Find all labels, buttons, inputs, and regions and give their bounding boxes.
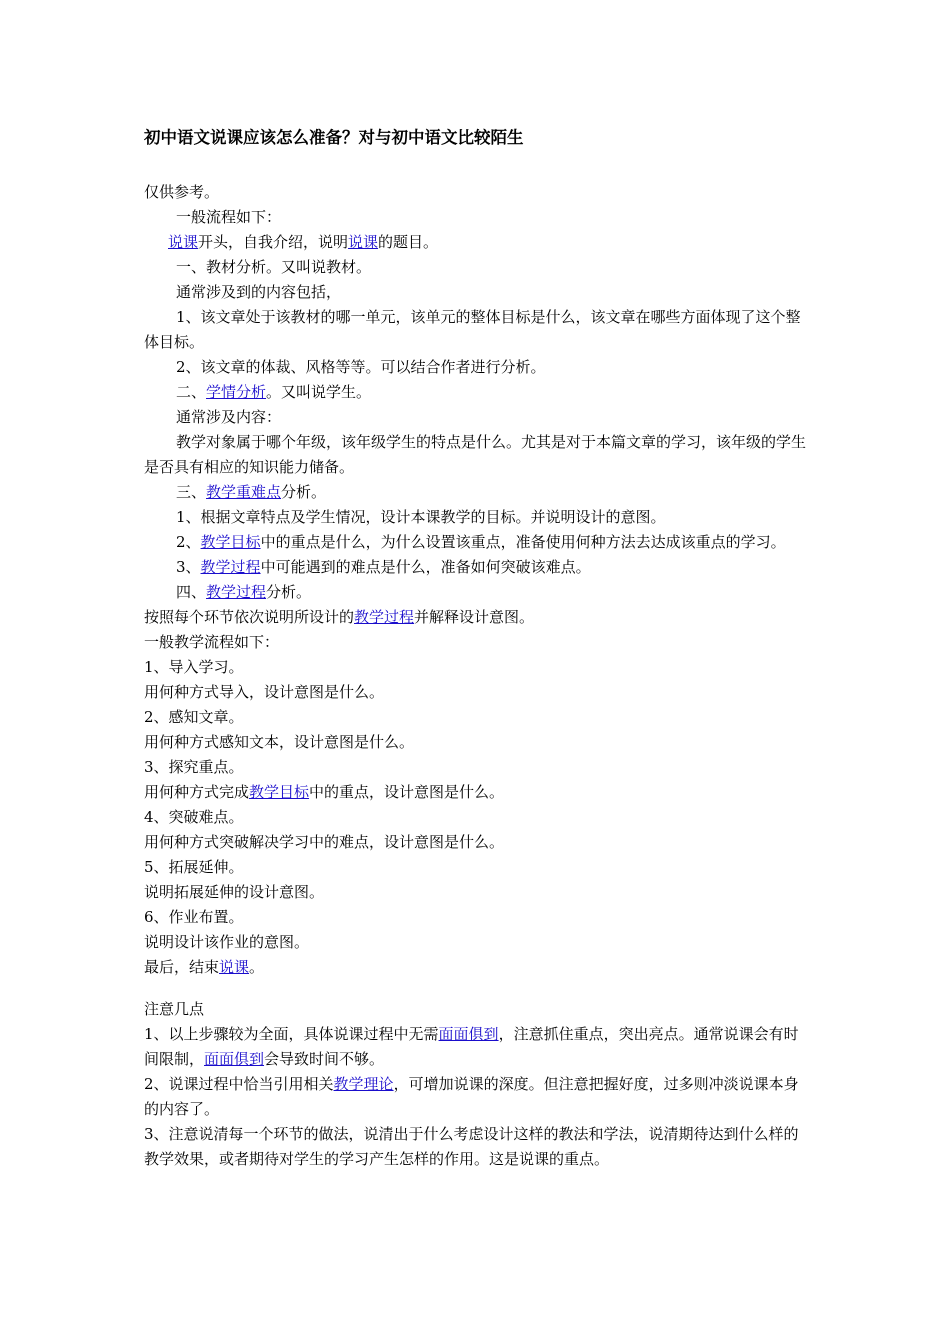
keyword-link[interactable]: 教学目标 [249, 783, 310, 801]
paragraph-text: 最后，结束 [144, 958, 220, 976]
keyword-link[interactable]: 教学过程 [200, 558, 261, 576]
keyword-link[interactable]: 面面俱到 [438, 1025, 499, 1043]
paragraph-text: 3、探究重点。 [144, 758, 244, 776]
paragraph-text: 3、 [176, 558, 201, 576]
keyword-link[interactable]: 教学过程 [206, 583, 267, 601]
paragraph-text: 按照每个环节依次说明所设计的 [144, 608, 355, 626]
paragraph-text: 会导致时间不够。 [264, 1050, 385, 1068]
paragraph-text: 一般流程如下： [176, 208, 282, 226]
paragraph [144, 730, 810, 755]
keyword-link[interactable]: 教学过程 [354, 608, 415, 626]
paragraph-text: 中可能遇到的难点是什么，准备如何突破该难点。 [260, 558, 591, 576]
paragraph [144, 555, 810, 580]
document-body [144, 180, 810, 1172]
paragraph-text: 通常涉及到的内容包括， [176, 283, 342, 301]
paragraph-text: 分析。 [281, 483, 327, 501]
paragraph-text: 说明设计该作业的意图。 [144, 933, 310, 951]
paragraph [144, 255, 810, 280]
paragraph-text: 2、说课过程中恰当引用相关 [144, 1075, 334, 1093]
paragraph [144, 630, 810, 655]
paragraph-text: 二、 [176, 383, 207, 401]
paragraph-text: 用何种方式导入，设计意图是什么。 [144, 683, 385, 701]
paragraph [144, 1022, 810, 1072]
paragraph-text: 2、该文章的体裁、风格等等。可以结合作者进行分析。 [176, 358, 546, 376]
paragraph-text: 仅供参考。 [144, 183, 220, 201]
paragraph-text: 。又叫说学生。 [266, 383, 372, 401]
paragraph [144, 355, 810, 380]
paragraph [144, 230, 810, 255]
paragraph [144, 930, 810, 955]
paragraph-text: 2、感知文章。 [144, 708, 244, 726]
paragraph [144, 905, 810, 930]
paragraph-text: 四、 [176, 583, 207, 601]
paragraph-text: 1、以上步骤较为全面，具体说课过程中无需 [144, 1025, 439, 1043]
document-title: 初中语文说课应该怎么准备？对与初中语文比较陌生 [144, 128, 524, 147]
keyword-link[interactable]: 教学目标 [200, 533, 261, 551]
paragraph [144, 680, 810, 705]
paragraph [144, 480, 810, 505]
paragraph-text: 3、注意说清每一个环节的做法，说清出于什么考虑设计这样的教法和学法，说清期待达到什么样的教学效果，或者期待对学生的学习产生怎样的作用。这是说课的重点。 [144, 1125, 799, 1168]
paragraph [144, 280, 810, 305]
paragraph-text: 。 [249, 958, 265, 976]
paragraph-text: ，可增加说课的深度。但注意把握好度，过多则冲淡说课本身的内容了。 [144, 1075, 799, 1118]
keyword-link[interactable]: 说课 [348, 233, 379, 251]
paragraph-text: ，注意抓住重点，突出亮点。通常说课会有时间限制， [144, 1025, 799, 1068]
paragraph-text: 6、作业布置。 [144, 908, 244, 926]
paragraph [144, 755, 810, 780]
paragraph [144, 205, 810, 230]
paragraph-text: 并解释设计意图。 [414, 608, 535, 626]
paragraph [144, 1122, 810, 1172]
paragraph-text: 分析。 [266, 583, 312, 601]
paragraph-text: 注意几点 [144, 1000, 205, 1018]
keyword-link[interactable]: 学情分析 [206, 383, 267, 401]
paragraph [144, 855, 810, 880]
keyword-link[interactable]: 说课 [219, 958, 250, 976]
paragraph-text: 一般教学流程如下： [144, 633, 280, 651]
document-page [144, 126, 810, 1172]
paragraph-text: 三、 [176, 483, 207, 501]
paragraph [144, 530, 810, 555]
paragraph-text: 一、教材分析。又叫说教材。 [176, 258, 372, 276]
keyword-link[interactable]: 说课 [168, 233, 199, 251]
paragraph-text: 1、导入学习。 [144, 658, 244, 676]
paragraph [144, 955, 810, 980]
keyword-link[interactable]: 面面俱到 [204, 1050, 265, 1068]
paragraph [144, 805, 810, 830]
paragraph-text: 4、突破难点。 [144, 808, 244, 826]
paragraph [144, 505, 810, 530]
paragraph-text: 的题目。 [378, 233, 439, 251]
paragraph [144, 405, 810, 430]
paragraph [144, 605, 810, 630]
paragraph [144, 180, 810, 205]
paragraph-text: 中的重点是什么，为什么设置该重点，准备使用何种方法去达成该重点的学习。 [260, 533, 786, 551]
paragraph [144, 580, 810, 605]
paragraph-text: 说明拓展延伸的设计意图。 [144, 883, 325, 901]
paragraph [144, 880, 810, 905]
paragraph-text: 开头，自我介绍，说明 [198, 233, 349, 251]
paragraph-text: 通常涉及内容： [176, 408, 282, 426]
paragraph-text: 5、拓展延伸。 [144, 858, 244, 876]
paragraph [144, 830, 810, 855]
keyword-link[interactable]: 教学重难点 [206, 483, 282, 501]
paragraph [144, 997, 810, 1022]
paragraph-text: 2、 [176, 533, 201, 551]
paragraph-text: 1、该文章处于该教材的哪一单元，该单元的整体目标是什么，该文章在哪些方面体现了这个整体目标。 [144, 308, 801, 351]
paragraph [144, 1072, 810, 1122]
paragraph [144, 430, 810, 480]
paragraph-text: 用何种方式突破解决学习中的难点，设计意图是什么。 [144, 833, 505, 851]
paragraph-spacer [144, 980, 810, 997]
paragraph-text: 用何种方式完成 [144, 783, 250, 801]
paragraph [144, 705, 810, 730]
paragraph [144, 655, 810, 680]
paragraph [144, 305, 810, 355]
paragraph-text: 1、根据文章特点及学生情况，设计本课教学的目标。并说明设计的意图。 [176, 508, 666, 526]
paragraph-text: 教学对象属于哪个年级，该年级学生的特点是什么。尤其是对于本篇文章的学习，该年级的学生是否具有相应的知识能力储备。 [144, 433, 807, 476]
paragraph-text: 中的重点，设计意图是什么。 [309, 783, 505, 801]
paragraph-text: 用何种方式感知文本，设计意图是什么。 [144, 733, 415, 751]
paragraph [144, 780, 810, 805]
paragraph [144, 380, 810, 405]
keyword-link[interactable]: 教学理论 [333, 1075, 394, 1093]
